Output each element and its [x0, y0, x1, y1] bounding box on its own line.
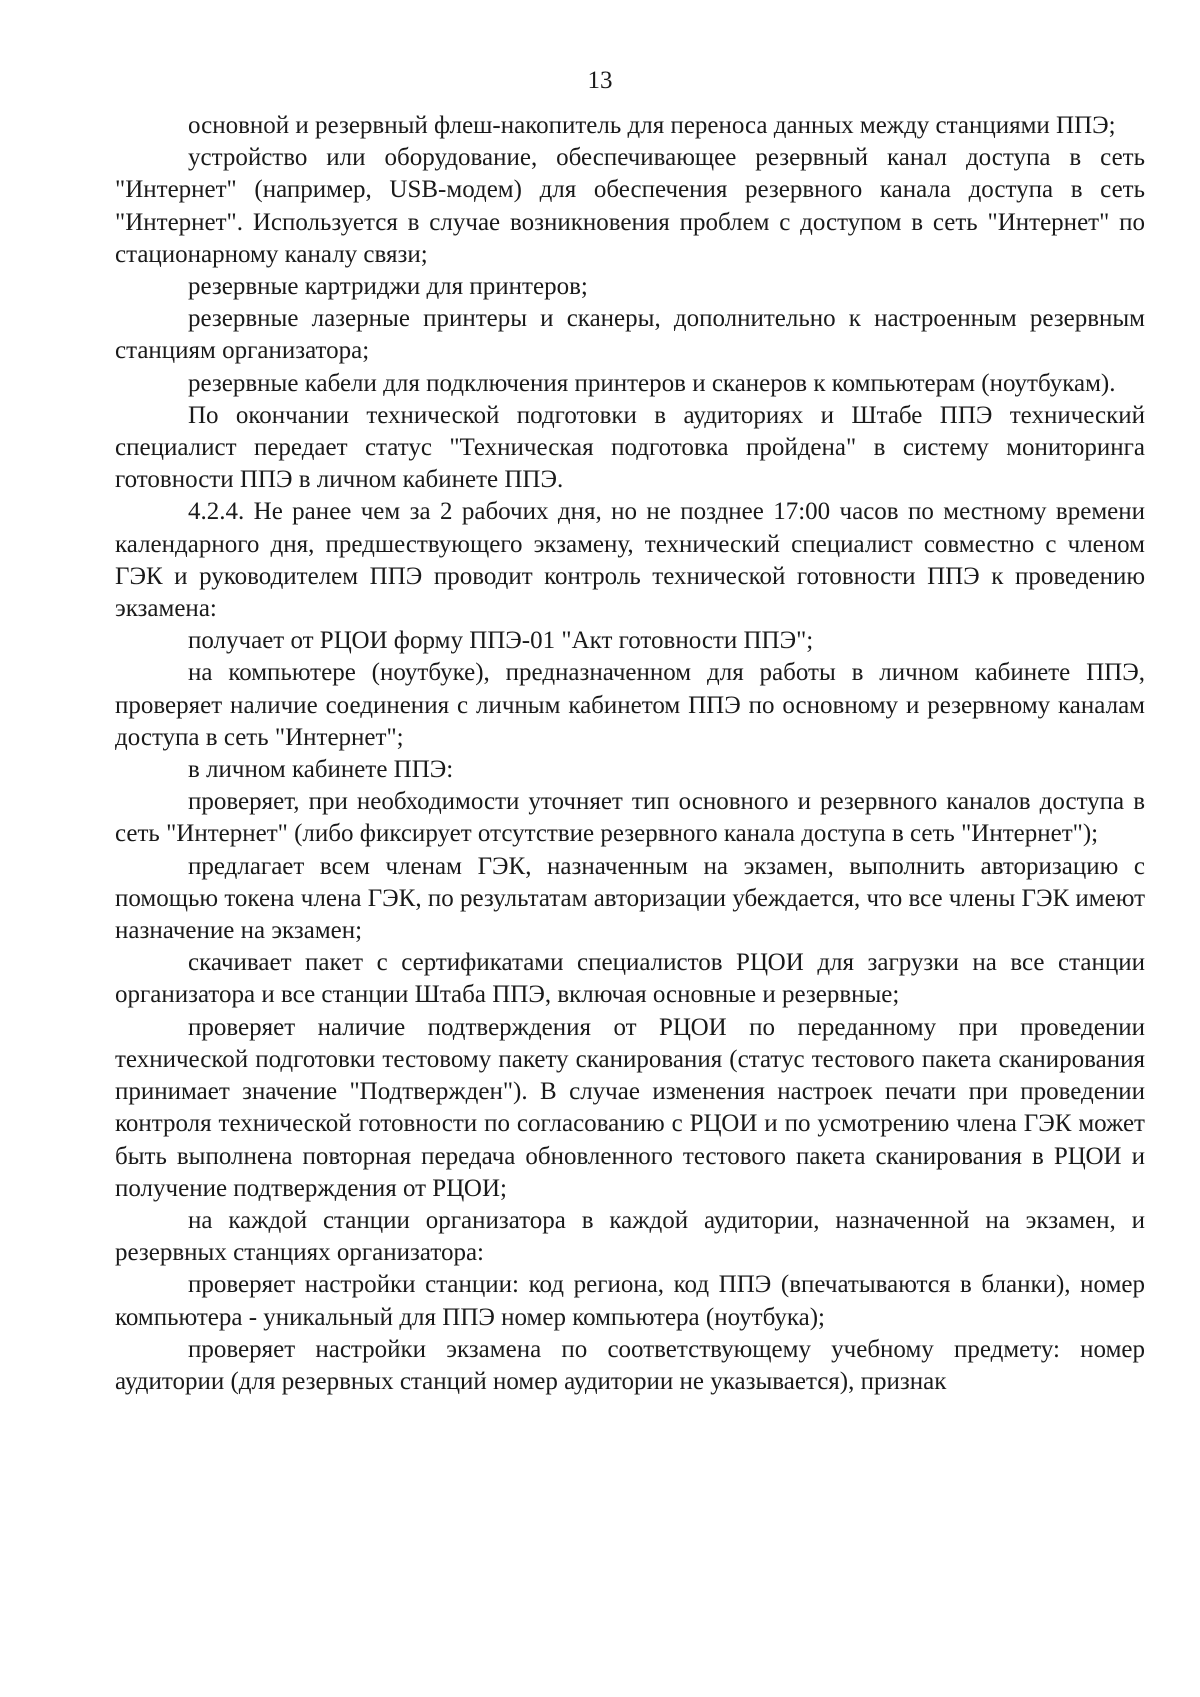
- page-number: 13: [587, 67, 613, 94]
- paragraph: получает от РЦОИ форму ППЭ-01 "Акт готовности ППЭ";: [188, 627, 814, 655]
- paragraph: проверяет настройки экзамена по соответствующему учебному предмету: номер аудитории (для резервных станций номер аудитории не указывается), признак: [115, 1335, 1145, 1395]
- paragraph: 4.2.4. Не ранее чем за 2 рабочих дня, но не позднее 17:00 часов по местному времени календарного дня, предшествующего экзамену, технический специалист совместно с членом ГЭК и руководителем ППЭ проводит контроль технической готовности ППЭ к проведению экзамена:: [115, 498, 1145, 623]
- paragraph: предлагает всем членам ГЭК, назначенным на экзамен, выполнить авторизацию с помощью токена члена ГЭК, по результатам авторизации убеждается, что все члены ГЭК имеют назначение на экзамен;: [115, 852, 1145, 945]
- paragraph: устройство или оборудование, обеспечивающее резервный канал доступа в сеть "Интернет" (например, USB-модем) для обеспечения резервного канала доступа в сеть "Интернет". Используется в случае возникновения проблем с доступом в сеть "Интернет" по стационарному каналу связи;: [115, 144, 1145, 268]
- paragraph: в личном кабинете ППЭ:: [188, 756, 454, 784]
- paragraph: По окончании технической подготовки в аудиториях и Штабе ППЭ технический специалист передает статус "Техническая подготовка пройдена" в систему мониторинга готовности ППЭ в личном кабинете ППЭ.: [115, 401, 1145, 494]
- paragraph: резервные картриджи для принтеров;: [188, 273, 588, 301]
- paragraph: на каждой станции организатора в каждой аудитории, назначенной на экзамен, и резервных станциях организатора:: [115, 1206, 1145, 1267]
- paragraph: проверяет наличие подтверждения от РЦОИ по переданному при проведении технической подготовки тестовому пакету сканирования (статус тестового пакета сканирования принимает значение "Подтвержден"). В случае изменения настроек печати при проведении контроля технической готовности по согласованию с РЦОИ и по усмотрению члена ГЭК может быть выполнена повторная передача обновленного тестового пакета сканирования в РЦОИ и получение подтверждения от РЦОИ;: [115, 1013, 1145, 1202]
- paragraph: на компьютере (ноутбуке), предназначенном для работы в личном кабинете ППЭ, проверяет наличие соединения с личным кабинетом ППЭ по основному и резервному каналам доступа в сеть "Интернет";: [115, 659, 1145, 751]
- paragraph: основной и резервный флеш-накопитель для переноса данных между станциями ППЭ;: [188, 112, 1116, 139]
- body-text: [115, 110, 1145, 1398]
- paragraph: резервные кабели для подключения принтеров и сканеров к компьютерам (ноутбукам).: [188, 369, 1116, 397]
- paragraph: скачивает пакет с сертификатами специалистов РЦОИ для загрузки на все станции организатора и все станции Штаба ППЭ, включая основные и резервные;: [115, 949, 1145, 1009]
- paragraph: проверяет настройки станции: код региона, код ППЭ (впечатываются в бланки), номер компьютера - уникальный для ППЭ номер компьютера (ноутбука);: [115, 1271, 1145, 1331]
- paragraph: проверяет, при необходимости уточняет тип основного и резервного каналов доступа в сеть "Интернет" (либо фиксирует отсутствие резервного канала доступа в сеть "Интернет");: [115, 788, 1145, 848]
- paragraph: резервные лазерные принтеры и сканеры, дополнительно к настроенным резервным станциям организатора;: [115, 305, 1145, 365]
